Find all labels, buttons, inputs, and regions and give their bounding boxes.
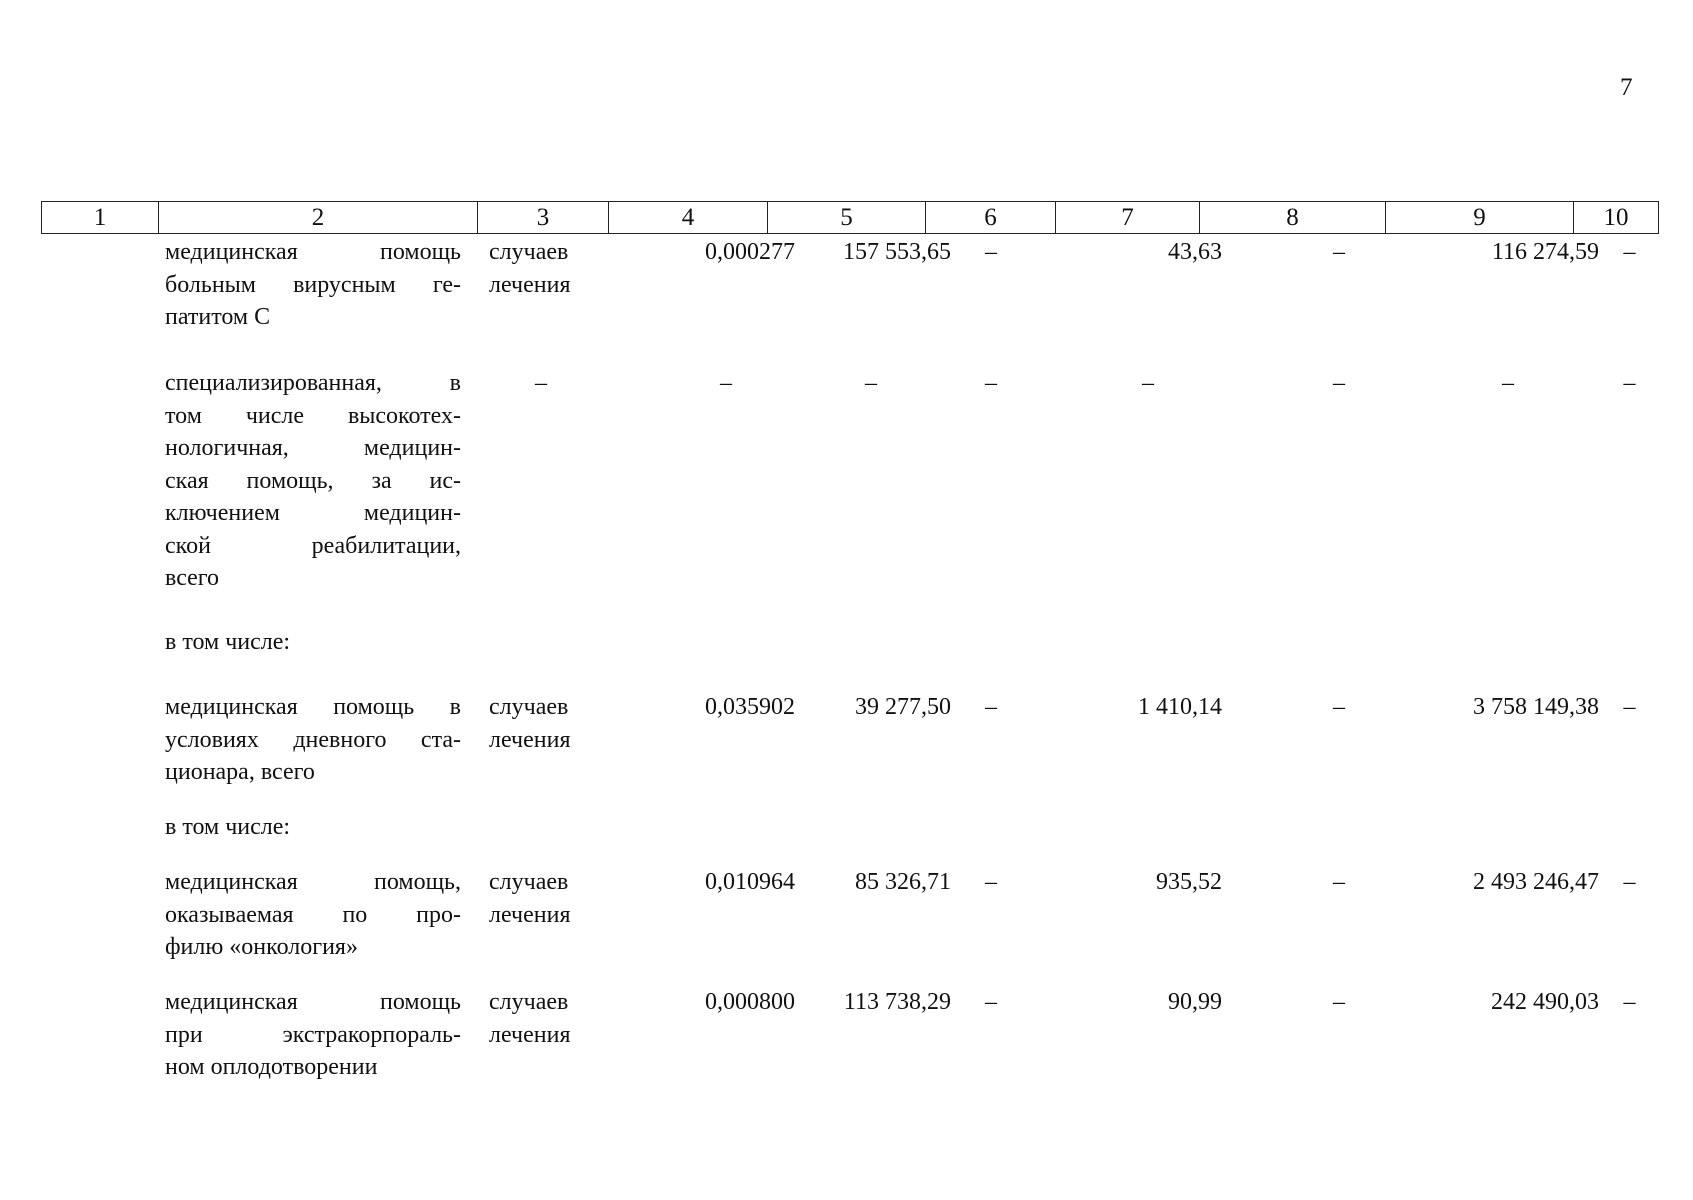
row-col-10: – <box>1623 370 1636 396</box>
section-label: в том числе: <box>165 629 291 655</box>
row-col-9: 2 493 246,47 <box>1473 869 1599 895</box>
row-unit-line: случаев <box>489 989 569 1015</box>
row-unit-line: лечения <box>489 271 571 298</box>
row-col-9: 242 490,03 <box>1491 989 1599 1015</box>
row-name <box>165 866 461 964</box>
row-name-line: ключением медицин- <box>165 500 461 526</box>
row-col-7: – <box>1142 370 1154 396</box>
row-col-5: 157 553,65 <box>843 239 951 265</box>
row-col-7: 1 410,14 <box>1138 694 1222 720</box>
row-name-line: больным вирусным ге- <box>165 271 461 298</box>
row-col-5: 39 277,50 <box>855 694 951 720</box>
header-col-4: 4 <box>609 202 768 234</box>
row-col-5: – <box>865 370 877 396</box>
row-unit: – <box>535 370 547 396</box>
row-unit <box>489 986 599 1051</box>
header-col-3: 3 <box>478 202 609 234</box>
row-col-9: – <box>1502 370 1514 396</box>
row-name-line: ционара, всего <box>165 759 315 785</box>
row-col-6: – <box>985 989 997 1015</box>
row-col-6: – <box>985 370 997 396</box>
row-col-6: – <box>985 869 997 895</box>
header-col-1: 1 <box>42 202 159 234</box>
row-col-10: – <box>1623 869 1636 895</box>
row-unit-line: случаев <box>489 694 569 720</box>
header-col-7: 7 <box>1056 202 1200 234</box>
row-name-line: медицинская помощь, <box>165 869 461 895</box>
header-col-5: 5 <box>768 202 926 234</box>
row-col-9: 3 758 149,38 <box>1473 694 1599 720</box>
row-col-4: 0,000800 <box>705 989 795 1015</box>
row-name-line: медицинская помощь в <box>165 694 461 720</box>
row-unit-line: лечения <box>489 1021 571 1048</box>
row-col-6: – <box>985 694 997 720</box>
row-col-5: 113 738,29 <box>843 989 951 1015</box>
row-col-8: – <box>1333 239 1345 265</box>
row-col-8: – <box>1333 694 1345 720</box>
row-name-line: филю «онкология» <box>165 934 358 960</box>
row-col-8: – <box>1333 370 1345 396</box>
row-col-6: – <box>985 239 997 265</box>
row-name-line: патитом С <box>165 304 271 330</box>
row-col-7: 935,52 <box>1156 869 1222 895</box>
row-col-7: 43,63 <box>1168 239 1222 265</box>
row-col-10: – <box>1623 239 1636 265</box>
row-col-5: 85 326,71 <box>855 869 951 895</box>
row-col-9: 116 274,59 <box>1491 239 1599 265</box>
row-col-4: 0,035902 <box>705 694 795 720</box>
row-col-4: 0,010964 <box>705 869 795 895</box>
row-name <box>165 236 461 334</box>
row-name <box>165 691 461 789</box>
row-name-line: медицинская помощь <box>165 239 461 265</box>
row-name <box>165 367 461 595</box>
header-col-9: 9 <box>1386 202 1574 234</box>
row-col-8: – <box>1333 869 1345 895</box>
row-name-line: ном оплодотворении <box>165 1054 378 1080</box>
row-name <box>165 986 461 1084</box>
row-name-line: медицинская помощь <box>165 989 461 1015</box>
row-name-line: оказываемая по про- <box>165 901 461 928</box>
row-unit-line: лечения <box>489 901 571 928</box>
row-name-line: всего <box>165 565 220 591</box>
row-unit-line: лечения <box>489 726 571 753</box>
column-number-header <box>41 201 1659 234</box>
header-col-8: 8 <box>1200 202 1386 234</box>
row-unit <box>489 866 599 931</box>
row-name-line: условиях дневного ста- <box>165 726 461 753</box>
row-name-line: том числе высокотех- <box>165 402 461 429</box>
row-col-8: – <box>1333 989 1345 1015</box>
section-label: в том числе: <box>165 814 291 840</box>
row-name-line: нологичная, медицин- <box>165 435 461 461</box>
header-col-2: 2 <box>159 202 478 234</box>
page-number: 7 <box>1620 74 1633 101</box>
header-col-6: 6 <box>926 202 1056 234</box>
row-unit <box>489 691 599 756</box>
row-name-line: при экстракорпораль- <box>165 1021 461 1048</box>
row-unit-line: случаев <box>489 869 569 895</box>
row-name-line: ская помощь, за ис- <box>165 467 461 494</box>
row-col-4: 0,000277 <box>705 239 795 265</box>
row-name-line: специализированная, в <box>165 370 461 396</box>
row-col-7: 90,99 <box>1168 989 1222 1015</box>
row-col-4: – <box>720 370 732 396</box>
row-name-line: ской реабилитации, <box>165 532 461 559</box>
row-col-10: – <box>1623 694 1636 720</box>
row-unit-line: случаев <box>489 239 569 265</box>
row-col-10: – <box>1623 989 1636 1015</box>
row-unit <box>489 236 599 301</box>
header-col-10: 10 <box>1574 202 1659 234</box>
